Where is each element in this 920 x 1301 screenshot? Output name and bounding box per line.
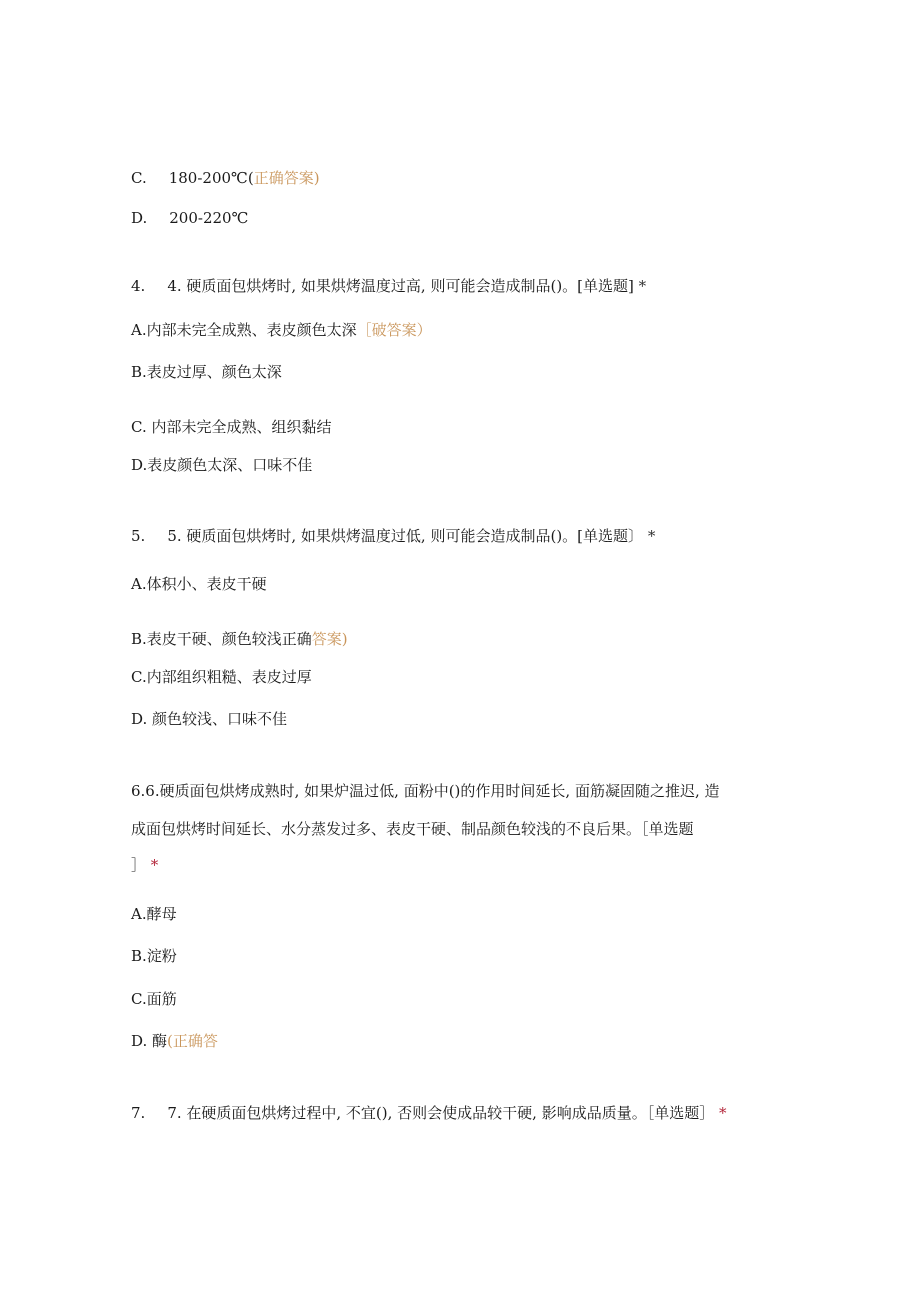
q6-option-c bbox=[131, 989, 177, 1009]
question-text: 5. 硬质面包烘烤时, 如果烘烤温度过低, 则可能会造成制品()。[单选题〕 bbox=[167, 527, 644, 545]
required-mark: * bbox=[647, 527, 656, 545]
option-text: 200-220℃ bbox=[169, 209, 249, 227]
q6-option-a bbox=[131, 904, 177, 924]
q6-title-line1 bbox=[131, 781, 719, 801]
option-text: C. 内部未完全成熟、组织黏结 bbox=[131, 418, 332, 436]
q4-title bbox=[131, 276, 646, 296]
option-text: C.内部组织粗糙、表皮过厚 bbox=[131, 668, 312, 686]
q6-option-d bbox=[131, 1031, 218, 1051]
q5-title bbox=[131, 526, 655, 546]
required-mark: * bbox=[150, 856, 159, 874]
q5-option-b bbox=[131, 629, 348, 649]
question-text: 4. 硬质面包烘烤时, 如果烘烤温度过高, 则可能会造成制品()。[单选题] bbox=[167, 277, 634, 295]
q6-title-line2 bbox=[131, 819, 694, 839]
option-text: B.表皮过厚、颜色太深 bbox=[131, 363, 282, 381]
option-letter: D. bbox=[131, 209, 148, 227]
q4-option-a bbox=[131, 320, 432, 340]
q4-option-c bbox=[131, 417, 331, 437]
answer-mark: (正确答 bbox=[167, 1032, 218, 1050]
option-text: A.酵母 bbox=[131, 905, 177, 923]
question-number: 5. bbox=[131, 527, 146, 545]
option-text: B.淀粉 bbox=[131, 947, 177, 965]
required-mark: * bbox=[719, 1104, 727, 1122]
question-text: ］ bbox=[131, 856, 147, 874]
q4-option-d bbox=[131, 455, 312, 475]
q7-title bbox=[131, 1103, 727, 1123]
q5-option-c bbox=[131, 667, 312, 687]
q3-option-c bbox=[131, 168, 320, 188]
question-number: 7. bbox=[131, 1104, 146, 1122]
answer-mark: 正确答案) bbox=[253, 169, 320, 187]
question-number: 4. bbox=[131, 277, 146, 295]
option-text: 180-200℃( bbox=[168, 169, 254, 187]
q6-title-line3 bbox=[131, 855, 158, 875]
option-text: D. 颜色较浅、口味不佳 bbox=[131, 710, 288, 728]
required-mark: * bbox=[638, 277, 647, 295]
q4-option-b bbox=[131, 362, 282, 382]
question-text: 7. 在硬质面包烘烤过程中, 不宜(), 否则会使成品较干硬, 影响成品质量。［单选题］ bbox=[167, 1104, 715, 1122]
option-text: A.体积小、表皮干硬 bbox=[131, 575, 267, 593]
option-text: B.表皮干硬、颜色较浅正确 bbox=[131, 630, 312, 648]
option-text: D.表皮颜色太深、口味不佳 bbox=[131, 456, 313, 474]
q5-option-a bbox=[131, 574, 267, 594]
question-text: 6.6.硬质面包烘烤成熟时, 如果炉温过低, 面粉中()的作用时间延长, 面筋凝固随之推迟, 造 bbox=[131, 782, 720, 800]
answer-mark: ［破答案） bbox=[356, 321, 432, 339]
q5-option-d bbox=[131, 709, 287, 729]
option-text: C.面筋 bbox=[131, 990, 177, 1008]
q3-option-d bbox=[131, 208, 248, 228]
question-text: 成面包烘烤时间延长、水分蒸发过多、表皮干硬、制品颜色较浅的不良后果。［单选题 bbox=[131, 820, 694, 838]
answer-mark: 答案) bbox=[311, 630, 348, 648]
q6-option-b bbox=[131, 946, 177, 966]
option-text: A.内部未完全成熟、表皮颜色太深 bbox=[131, 321, 357, 339]
option-letter: C. bbox=[131, 169, 147, 187]
option-text: D. 酶 bbox=[131, 1032, 168, 1050]
